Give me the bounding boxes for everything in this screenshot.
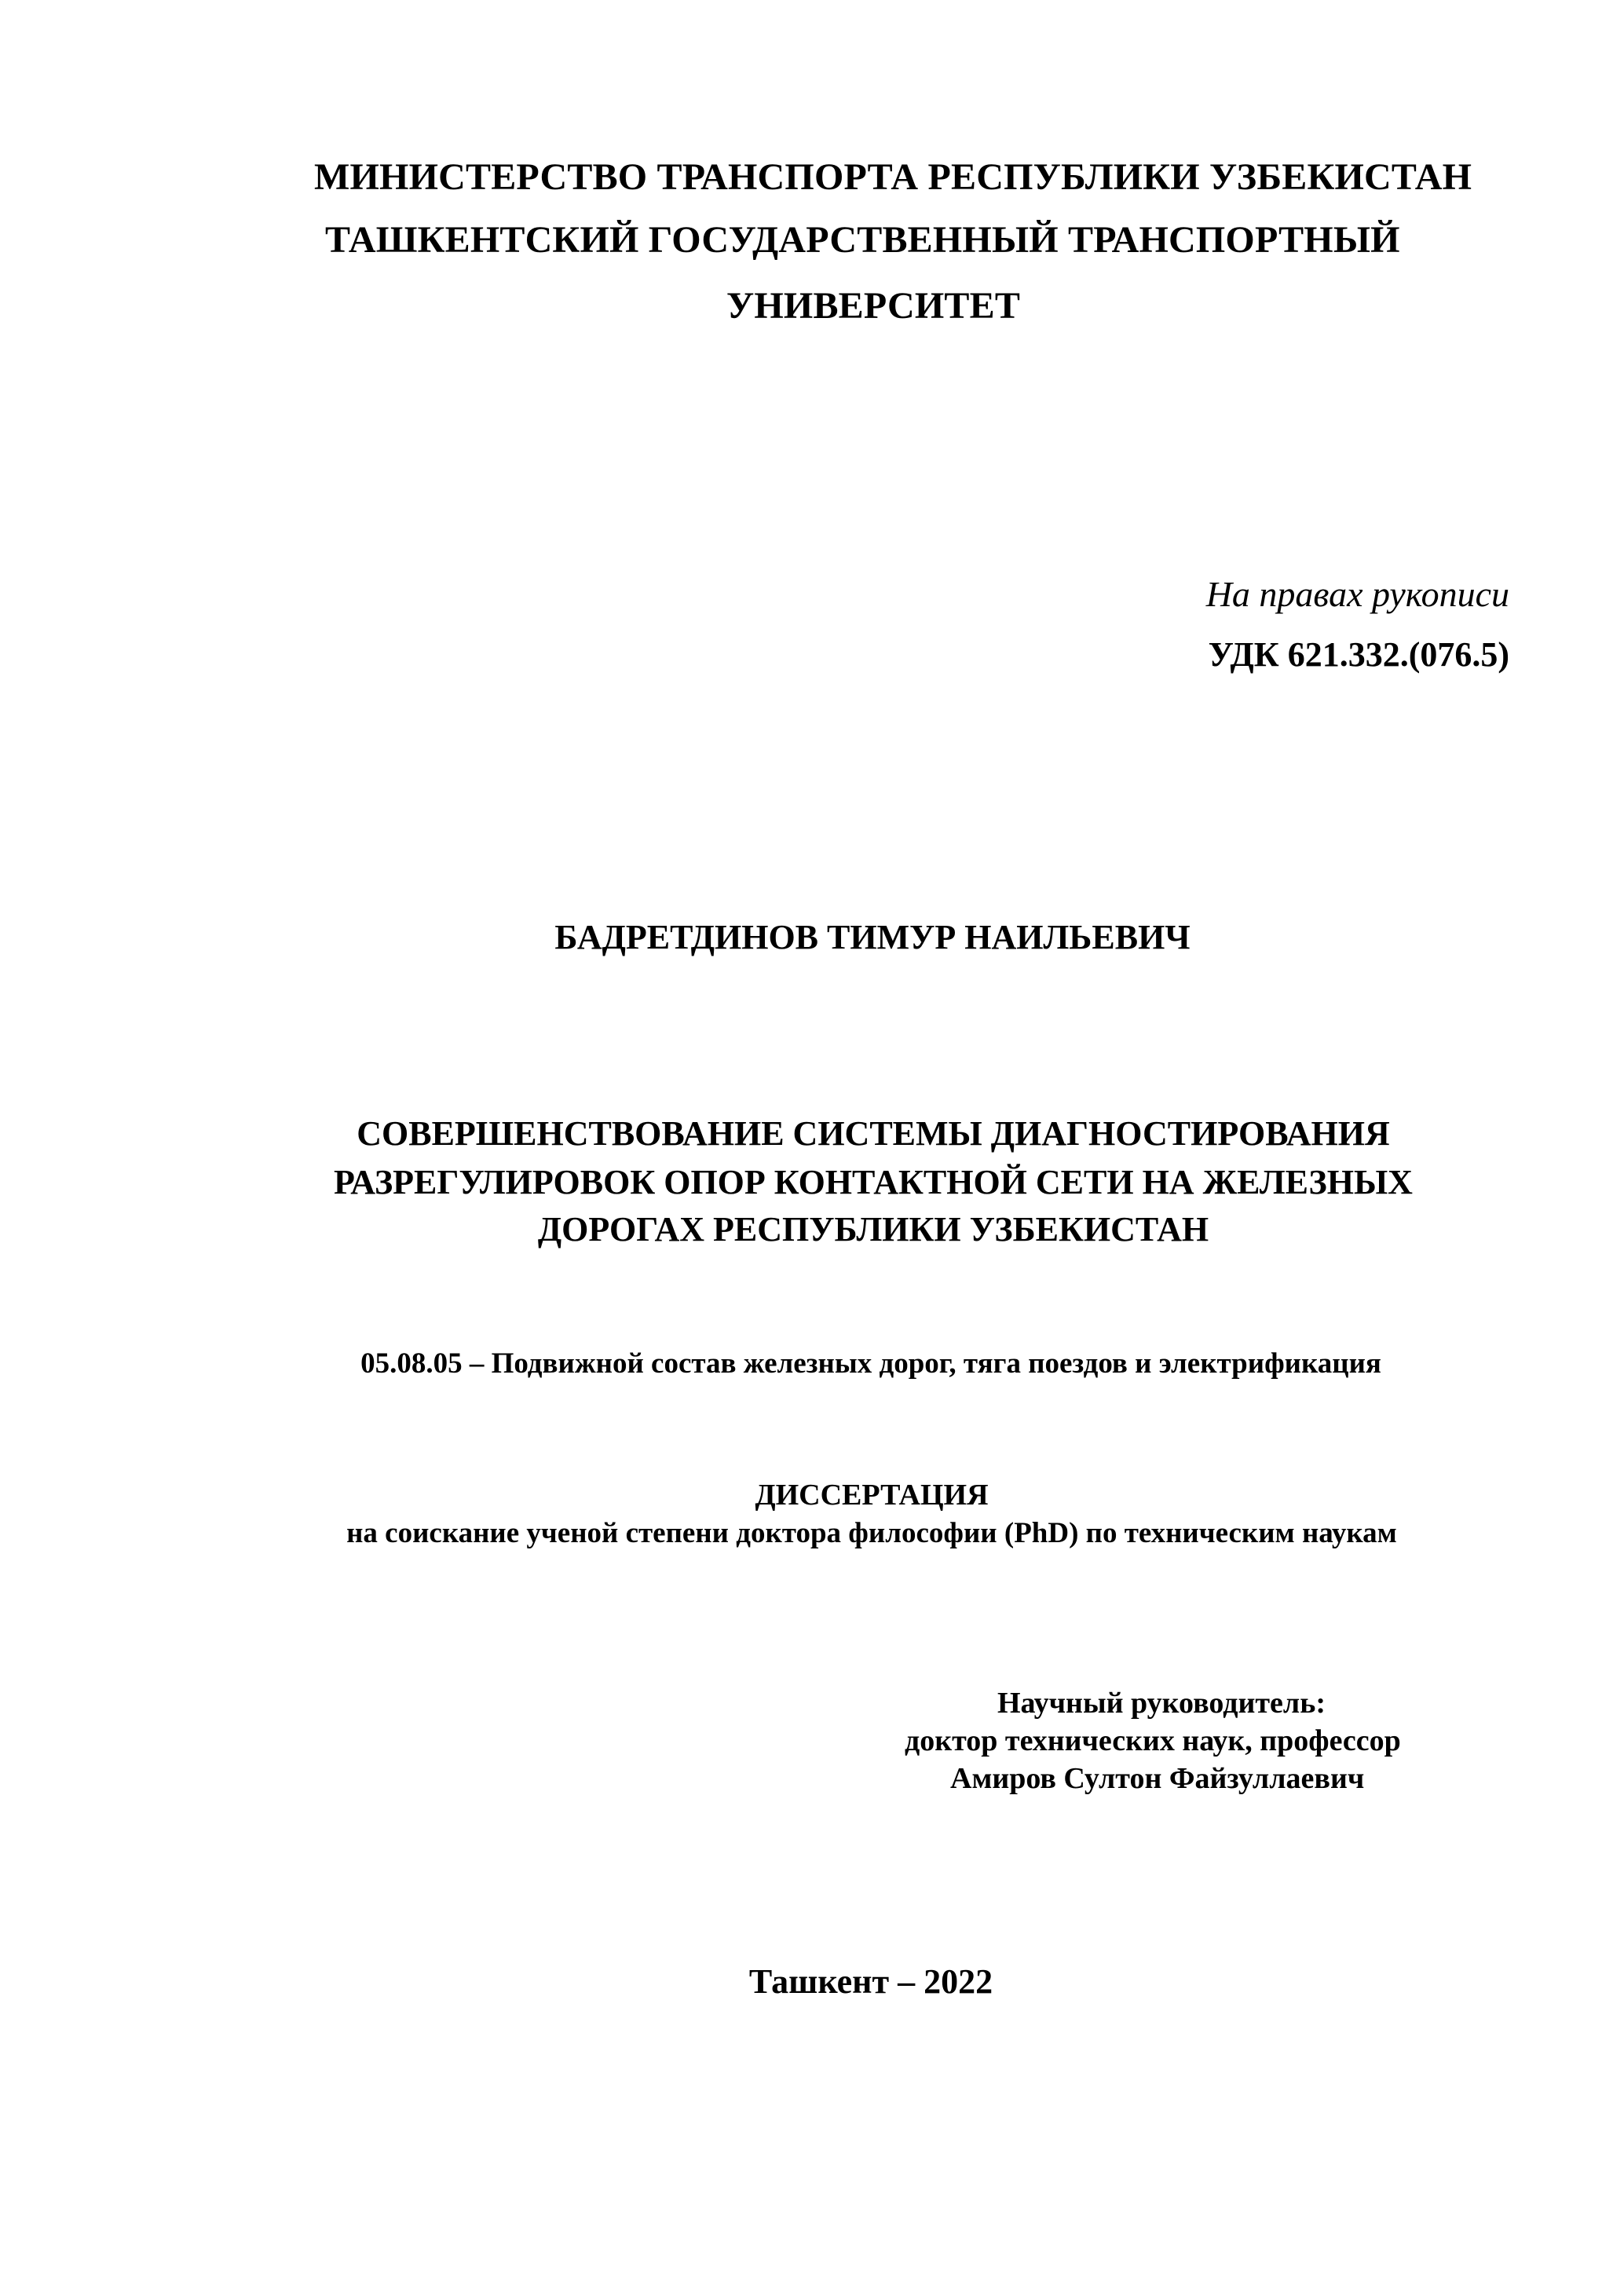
supervisor-name: Амиров Султон Файзуллаевич — [950, 1762, 1365, 1795]
supervisor-degree: доктор технических наук, профессор — [905, 1724, 1401, 1757]
specialty-code: 05.08.05 – Подвижной состав железных дорог, тяга поездов и электрификация — [360, 1347, 1381, 1380]
thesis-title-line-2: РАЗРЕГУЛИРОВОК ОПОР КОНТАКТНОЙ СЕТИ НА ЖЕЛЕЗНЫХ — [334, 1163, 1413, 1201]
udc-code: УДК 621.332.(076.5) — [1208, 635, 1509, 674]
manuscript-rights-note: На правах рукописи — [1205, 574, 1509, 614]
thesis-title-line-1: СОВЕРШЕНСТВОВАНИЕ СИСТЕМЫ ДИАГНОСТИРОВАНИЯ — [357, 1114, 1390, 1153]
thesis-title-line-3: ДОРОГАХ РЕСПУБЛИКИ УЗБЕКИСТАН — [537, 1210, 1209, 1249]
supervisor-label: Научный руководитель: — [997, 1687, 1326, 1720]
dissertation-label: ДИССЕРТАЦИЯ — [755, 1479, 989, 1512]
university-heading-line-2: УНИВЕРСИТЕТ — [726, 285, 1021, 327]
city-year: Ташкент – 2022 — [748, 1962, 993, 2001]
ministry-heading: МИНИСТЕРСТВО ТРАНСПОРТА РЕСПУБЛИКИ УЗБЕКИСТАН — [314, 156, 1472, 198]
degree-description: на соискание ученой степени доктора философии (PhD) по техническим наукам — [346, 1517, 1397, 1549]
university-heading-line-1: ТАШКЕНТСКИЙ ГОСУДАРСТВЕННЫЙ ТРАНСПОРТНЫЙ — [325, 219, 1400, 261]
author-name: БАДРЕТДИНОВ ТИМУР НАИЛЬЕВИЧ — [554, 918, 1191, 956]
